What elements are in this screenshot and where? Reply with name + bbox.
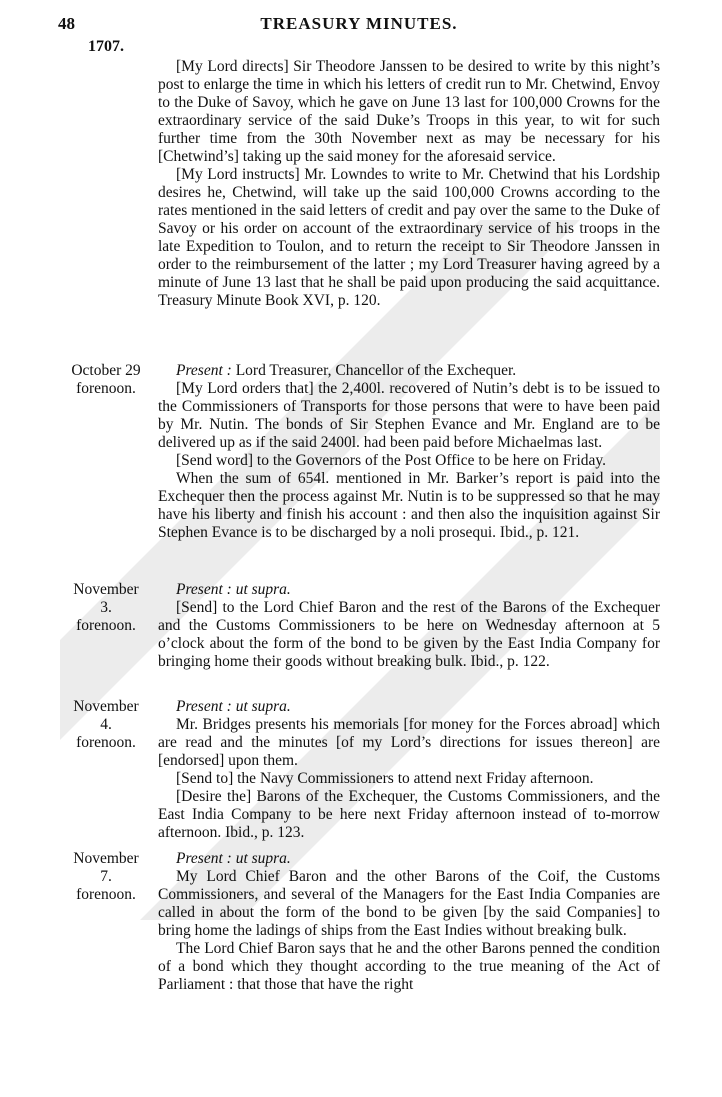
present-label: Present : [176, 698, 232, 715]
date-line: forenoon. [76, 886, 136, 903]
present-label: Present : [176, 850, 232, 867]
paragraph: [My Lord directs] Sir Theodore Janssen to be desired to write by this night’s post to enlarge the time in which his letters of credit run to Mr. Chetwind, Envoy to the Duke of Savoy, which he gave on June 13 last for 100,000 Crowns for the extraordinary service of the said Duke’s Troops in this year, to wit for such further time from the 30th November next as may be necessary for his [Chetwind’s] taking up the said money for the aforesaid service. [158, 58, 660, 165]
present-line [158, 850, 660, 868]
date-line: 4. [100, 716, 112, 733]
paragraph: [Send to] the Navy Commissioners to attend next Friday afternoon. [176, 770, 594, 787]
present-label: Present : [176, 581, 232, 598]
paragraph: My Lord Chief Baron and the other Barons of the Coif, the Customs Commissioners, and several of the Managers for the East India Companies are called in about the form of the bond to be given [by the said Companies] to bring home the ladings of ships from the East Indies without breaking bulk. [158, 868, 660, 939]
entry-body [158, 362, 660, 542]
date-line: forenoon. [76, 734, 136, 751]
date-line: October 29 [71, 362, 141, 379]
paragraph: [Send] to the Lord Chief Baron and the rest of the Barons of the Exchequer and the Customs Commissioners to be here on Wednesday afternoon at 5 o’clock about the form of the bond to be given by the East India Company for bringing home their goods without breaking bulk. Ibid., p. 122. [158, 599, 660, 670]
paragraph: Mr. Bridges presents his memorials [for money for the Forces abroad] which are read and the minutes [of my Lord’s directions for issues thereon] are [endorsed] upon them. [158, 716, 660, 769]
page-number: 48 [58, 14, 75, 33]
entry-body [158, 850, 660, 994]
page-header [58, 14, 660, 38]
date-line: forenoon. [76, 380, 136, 397]
paragraph: [Desire the] Barons of the Exchequer, the Customs Commissioners, and the East India Company to be here next Friday afternoon instead of to-morrow afternoon. Ibid., p. 123. [158, 788, 660, 841]
present-text: Lord Treasurer, Chancellor of the Exchequer. [231, 362, 517, 379]
paragraph: The Lord Chief Baron says that he and the other Barons penned the condition of a bond which they thought according to the true meaning of the Act of Parliament : that those that have the right [158, 940, 660, 993]
present-label: Present : [176, 362, 232, 379]
date-line: 3. [100, 599, 112, 616]
entry-date [60, 698, 152, 752]
entry-date [60, 850, 152, 904]
entry-body [158, 581, 660, 671]
present-line [158, 698, 660, 716]
date-line: November [73, 581, 139, 598]
date-line: November [73, 698, 139, 715]
present-text: ut supra. [231, 698, 291, 715]
present-text: ut supra. [231, 850, 291, 867]
running-title: TREASURY MINUTES. [260, 14, 458, 33]
entry-date [60, 581, 152, 635]
entry-date [60, 362, 152, 398]
present-line [158, 581, 660, 599]
present-text: ut supra. [231, 581, 291, 598]
paragraph: [My Lord instructs] Mr. Lowndes to write to Mr. Chetwind that his Lordship desires he, Chetwind, will take up the said 100,000 Crowns according to the rates mentioned in the said letters of credit and pay over the same to the Duke of Savoy or his order on account of the extraordinary service of his troops in the late Expedition to Toulon, and to return the receipt to Sir Theodore Janssen in order to the reimbursement of the latter ; my Lord Treasurer having agreed by a minute of June 13 last that he shall be paid upon producing the said acquittance. Treasury Minute Book XVI, p. 120. [158, 166, 660, 309]
entry-body [158, 698, 660, 842]
paragraph: [Send word] to the Governors of the Post Office to be here on Friday. [176, 452, 607, 469]
date-line: 7. [100, 868, 112, 885]
date-line: November [73, 850, 139, 867]
year-marker: 1707. [88, 38, 124, 55]
date-line: forenoon. [76, 617, 136, 634]
paragraph: When the sum of 654l. mentioned in Mr. Barker’s report is paid into the Exchequer then the process against Mr. Nutin is to be suppressed so that he may have his liberty and finish his account : and then also the inquisition against Sir Stephen Evance is to be discharged by a noli prosequi. Ibid., p. 121. [158, 470, 660, 541]
present-line [158, 362, 660, 380]
paragraph: [My Lord orders that] the 2,400l. recovered of Nutin’s debt is to be issued to the Commissioners of Transports for those persons that were to have been paid by Mr. Nutin. The bonds of Sir Stephen Evance and Mr. England are to be delivered up as if the said 2400l. had been paid before Michaelmas last. [158, 380, 660, 451]
entry-body [158, 58, 660, 310]
